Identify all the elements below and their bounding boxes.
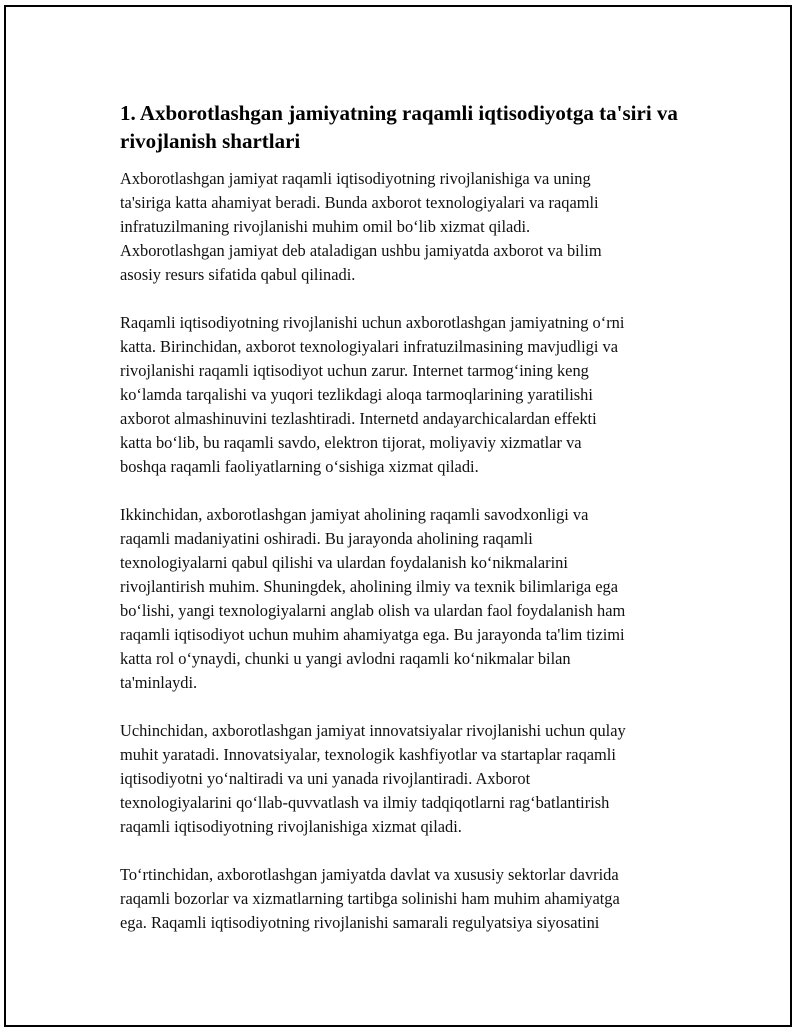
text-line: ta'siriga katta ahamiyat beradi. Bunda axborot texnologiyalari va raqamli [120, 193, 599, 212]
paragraph-second [120, 503, 690, 695]
heading-line: rivojlanish shartlari [120, 129, 301, 153]
text-line: katta bo‘lib, bu raqamli savdo, elektron tijorat, moliyaviy xizmatlar va [120, 433, 582, 452]
text-line: boshqa raqamli faoliyatlarning o‘sishiga xizmat qiladi. [120, 457, 479, 476]
paragraph-first [120, 311, 690, 479]
text-line: rivojlantirish muhim. Shuningdek, aholining ilmiy va texnik bilimlariga ega [120, 577, 619, 596]
text-line: texnologiyalarini qo‘llab-quvvatlash va ilmiy tadqiqotlarni rag‘batlantirish [120, 793, 610, 812]
text-line: texnologiyalarni qabul qilishi va ulardan foydalanish ko‘nikmalarini [120, 553, 568, 572]
text-line: bo‘lishi, yangi texnologiyalarni anglab olish va ulardan faol foydalanish ham [120, 601, 626, 620]
text-line: Axborotlashgan jamiyat raqamli iqtisodiyotning rivojlanishiga va uning [120, 169, 591, 188]
text-line: Raqamli iqtisodiyotning rivojlanishi uchun axborotlashgan jamiyatning o‘rni [120, 313, 625, 332]
text-line: katta. Birinchidan, axborot texnologiyalari infratuzilmasining mavjudligi va [120, 337, 618, 356]
section-heading [120, 99, 690, 155]
text-line: raqamli madaniyatini oshiradi. Bu jarayonda aholining raqamli [120, 529, 533, 548]
text-line: raqamli iqtisodiyotning rivojlanishiga xizmat qiladi. [120, 817, 462, 836]
text-line: Axborotlashgan jamiyat deb ataladigan ushbu jamiyatda axborot va bilim [120, 241, 602, 260]
text-line: raqamli bozorlar va xizmatlarning tartibga solinishi ham muhim ahamiyatga [120, 889, 620, 908]
text-line: rivojlanishi raqamli iqtisodiyot uchun zarur. Internet tarmog‘ining keng [120, 361, 589, 380]
text-line: katta rol o‘ynaydi, chunki u yangi avlodni raqamli ko‘nikmalar bilan [120, 649, 571, 668]
text-line: To‘rtinchidan, axborotlashgan jamiyatda davlat va xususiy sektorlar davrida [120, 865, 619, 884]
text-line: infratuzilmaning rivojlanishi muhim omil bo‘lib xizmat qiladi. [120, 217, 531, 236]
text-line: muhit yaratadi. Innovatsiyalar, texnologik kashfiyotlar va startaplar raqamli [120, 745, 616, 764]
text-line: asosiy resurs sifatida qabul qilinadi. [120, 265, 356, 284]
paragraph-fourth [120, 863, 690, 935]
text-line: ega. Raqamli iqtisodiyotning rivojlanishi samarali regulyatsiya siyosatini [120, 913, 600, 932]
document-body [120, 99, 690, 959]
text-line: raqamli iqtisodiyot uchun muhim ahamiyatga ega. Bu jarayonda ta'lim tizimi [120, 625, 625, 644]
text-line: iqtisodiyotni yo‘naltiradi va uni yanada rivojlantiradi. Axborot [120, 769, 531, 788]
paragraph-intro [120, 167, 690, 287]
paragraph-third [120, 719, 690, 839]
text-line: Uchinchidan, axborotlashgan jamiyat innovatsiyalar rivojlanishi uchun qulay [120, 721, 626, 740]
heading-line: 1. Axborotlashgan jamiyatning raqamli iqtisodiyotga ta'siri va [120, 101, 678, 125]
text-line: ta'minlaydi. [120, 673, 198, 692]
text-line: ko‘lamda tarqalishi va yuqori tezlikdagi aloqa tarmoqlarining yaratilishi [120, 385, 593, 404]
page-frame [4, 5, 792, 1027]
text-line: Ikkinchidan, axborotlashgan jamiyat aholining raqamli savodxonligi va [120, 505, 589, 524]
text-line: axborot almashinuvini tezlashtiradi. Internetd andayarchicalardan effekti [120, 409, 597, 428]
